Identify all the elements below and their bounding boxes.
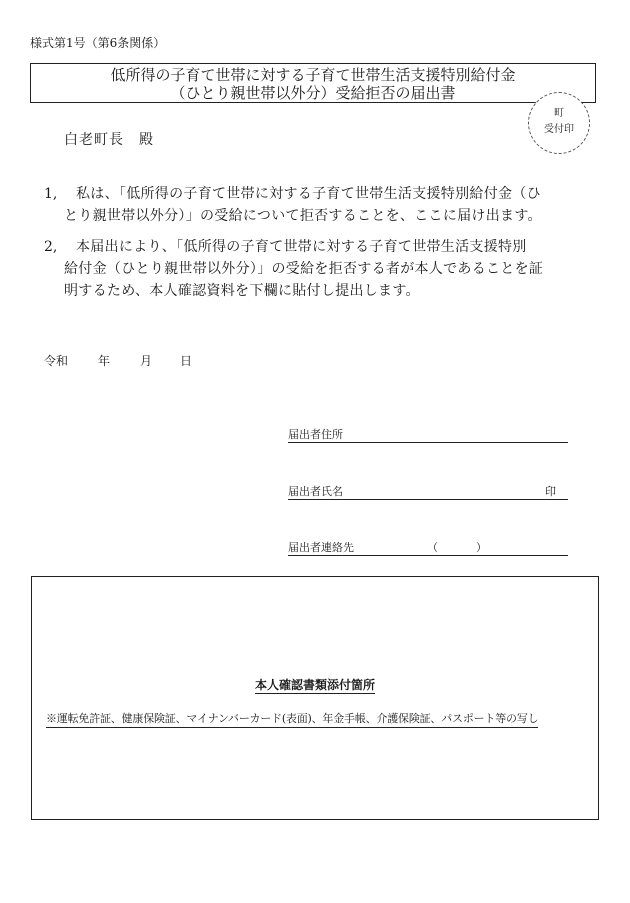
seal-mark: 印 [545, 485, 556, 498]
statement-item-2 [44, 236, 592, 302]
item-1-line-1: 私は、「低所得の子育て世帯に対する子育て世帯生活支援特別給付金（ひ [76, 186, 541, 202]
id-document-attachment-area[interactable] [31, 576, 599, 820]
date-day[interactable]: 日 [180, 354, 193, 368]
id-section-title-row [32, 676, 598, 693]
date-month[interactable]: 月 [140, 354, 153, 368]
applicant-address-label: 届出者住所 [288, 428, 343, 441]
item-number: 2, [44, 239, 58, 255]
applicant-address-field[interactable] [288, 426, 568, 443]
item-1-line-2: とり親世帯以外分）」の受給について拒否することを、ここに届け出ます。 [64, 208, 542, 224]
id-section-title: 本人確認書類添付箇所 [254, 678, 375, 692]
id-section-note: ※運転免許証、健康保険証、マイナンバーカード(表面)、年金手帳、介護保険証、パスポート等の写し [46, 710, 538, 728]
stamp-line-2: 受付印 [544, 124, 574, 135]
applicant-name-label: 届出者氏名 [288, 485, 343, 498]
paren-open: （ [427, 541, 438, 554]
statement-item-1 [44, 183, 592, 227]
applicant-name-field[interactable] [288, 483, 568, 500]
item-number: 1, [44, 186, 58, 202]
paren-close: ） [476, 541, 487, 554]
reception-stamp-circle [528, 92, 590, 154]
form-number: 様式第1号（第6条関係） [30, 36, 166, 50]
item-2-line-3: 明するため、本人確認資料を下欄に貼付し提出します。 [64, 283, 420, 299]
item-2-line-2: 給付金（ひとり親世帯以外分）」の受給を拒否する者が本人であることを証 [64, 261, 544, 277]
document-title [30, 63, 596, 103]
title-line-2: （ひとり親世帯以外分）受給拒否の届出書 [170, 84, 456, 102]
stamp-line-1: 町 [554, 108, 564, 119]
item-2-line-1: 本届出により、「低所得の子育て世帯に対する子育て世帯生活支援特別 [76, 239, 527, 255]
addressee: 白老町長 殿 [64, 132, 154, 148]
title-line-1: 低所得の子育て世帯に対する子育て世帯生活支援特別給付金 [110, 66, 516, 84]
date-year[interactable]: 年 [98, 354, 111, 368]
applicant-contact-field[interactable] [288, 539, 568, 556]
applicant-contact-label: 届出者連絡先 [288, 541, 354, 554]
date-era: 令和 [44, 354, 69, 368]
